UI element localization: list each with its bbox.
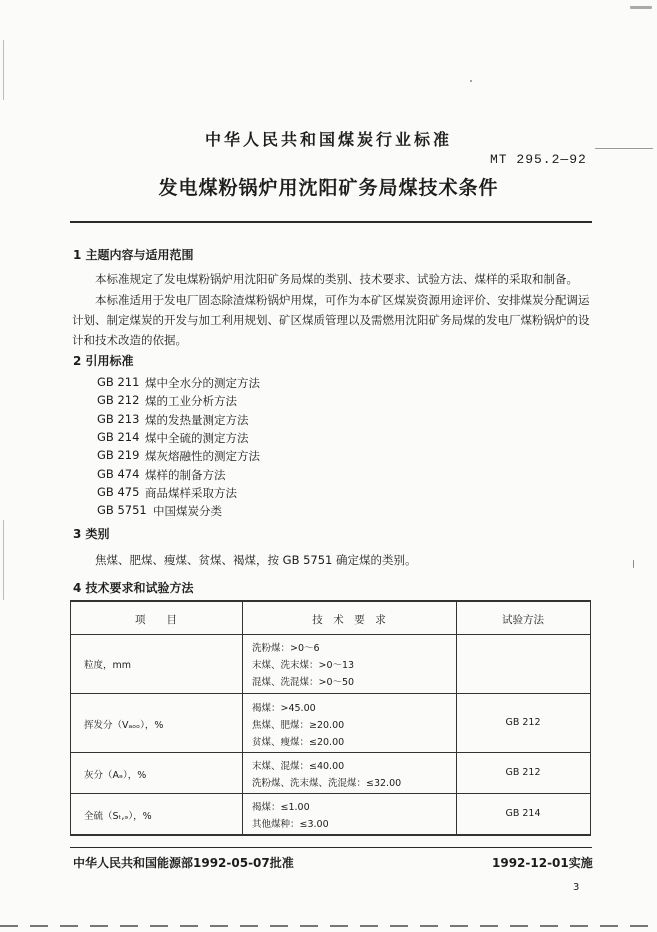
table-column-divider (242, 600, 243, 836)
masthead: 中华人民共和国煤炭行业标准 (204, 130, 452, 149)
reference-title: 煤的发热量测定方法 (145, 412, 249, 427)
table-header-item: 项 目 (135, 614, 177, 626)
reference-code: GB 5751 (97, 503, 147, 518)
reference-title: 煤灰熔融性的测定方法 (145, 449, 260, 464)
section-1-heading: 1 主题内容与适用范围 (73, 248, 194, 262)
footer-rule (70, 847, 592, 848)
reference-code: GB 474 (97, 466, 140, 481)
scan-edge-mark (3, 520, 4, 600)
section-1-paragraph-1: 本标准规定了发电煤粉锅炉用沈阳矿务局煤的类别、技术要求、试验方法、煤样的采取和制备。 (95, 272, 578, 286)
row-2-item: 挥发分（Vₐₒₒ），% (84, 720, 164, 731)
row-2-req-2: 焦煤、肥煤：≥20.00 (252, 720, 345, 731)
reference-title: 煤样的制备方法 (145, 467, 226, 482)
table-bottom-border (70, 834, 591, 836)
reference-code: GB 219 (97, 448, 140, 463)
row-1-req-2: 末煤、洗末煤：>0～13 (252, 660, 355, 671)
standard-number: MT 295.2—92 (490, 152, 587, 167)
row-3-method: GB 212 (505, 767, 541, 778)
reference-code: GB 212 (97, 393, 140, 408)
row-4-req-1: 褐煤：≤1.00 (252, 802, 310, 813)
reference-code: GB 214 (97, 429, 140, 444)
scan-speck (470, 80, 472, 82)
implementation-date: 1992-12-01实施 (492, 856, 593, 870)
reference-title: 商品煤样采取方法 (145, 485, 237, 500)
page-title: 发电煤粉锅炉用沈阳矿务局煤技术条件 (158, 177, 499, 199)
section-1-paragraph-2-line-2: 计划、制定煤炭的开发与加工利用规划、矿区煤质管理以及需燃用沈阳矿务局煤的发电厂煤粉锅炉的设 (72, 313, 590, 327)
section-3-heading: 3 类别 (73, 527, 110, 541)
row-1-item: 粒度，mm (84, 660, 132, 671)
row-2-req-3: 贫煤、瘦煤：≤20.00 (252, 737, 345, 748)
section-4-heading: 4 技术要求和试验方法 (73, 581, 194, 595)
table-row-border (70, 693, 591, 694)
section-1-paragraph-2-line-3: 计和技术改造的依据。 (72, 333, 187, 347)
row-3-req-1: 末煤、混煤：≤40.00 (252, 761, 345, 772)
reference-title: 中国煤炭分类 (153, 504, 222, 519)
reference-code: GB 475 (97, 484, 140, 499)
table-header-method: 试验方法 (502, 614, 544, 626)
table-row-border (70, 793, 591, 794)
section-2-heading: 2 引用标准 (73, 354, 134, 368)
table-top-border (70, 600, 591, 602)
header-rule (70, 221, 592, 223)
reference-title: 煤的工业分析方法 (145, 394, 237, 409)
reference-code: GB 211 (97, 375, 140, 389)
table-header-requirement: 技 术 要 求 (312, 614, 386, 626)
section-3-paragraph: 焦煤、肥煤、瘦煤、贫煤、褐煤，按 GB 5751 确定煤的类别。 (95, 553, 417, 567)
reference-code: GB 213 (97, 411, 140, 426)
row-1-req-3: 混煤、洗混煤：>0～50 (252, 677, 355, 688)
section-1-paragraph-2-line-1: 本标准适用于发电厂固态除渣煤粉锅炉用煤，可作为本矿区煤炭资源用途评价、安排煤炭分配调运 (95, 293, 590, 307)
row-2-req-1: 褐煤：>45.00 (252, 703, 316, 714)
table-header-border (70, 634, 591, 635)
row-3-req-2: 洗粉煤、洗末煤、洗混煤：≤32.00 (252, 778, 402, 789)
row-4-method: GB 214 (505, 808, 541, 819)
table-right-border (590, 600, 591, 836)
row-2-method: GB 212 (505, 717, 541, 728)
reference-title: 煤中全水分的测定方法 (145, 376, 260, 390)
row-1-req-1: 洗粉煤：>0～6 (252, 643, 320, 654)
page-number: 3 (573, 882, 580, 893)
scan-speck (633, 560, 634, 568)
approval-note: 中华人民共和国能源部1992-05-07批准 (73, 856, 294, 870)
row-3-item: 灰分（Aₔ），% (84, 770, 147, 781)
reference-title: 煤中全硫的测定方法 (145, 430, 249, 445)
scan-edge-mark (630, 6, 652, 9)
table-left-border (70, 600, 71, 836)
row-4-item: 全硫（Sₜ,ₔ），% (84, 811, 152, 822)
scan-edge-mark (3, 40, 4, 100)
table-row-border (70, 752, 591, 753)
row-4-req-2: 其他煤种：≤3.00 (252, 819, 329, 830)
bottom-scan-edge (0, 925, 657, 927)
